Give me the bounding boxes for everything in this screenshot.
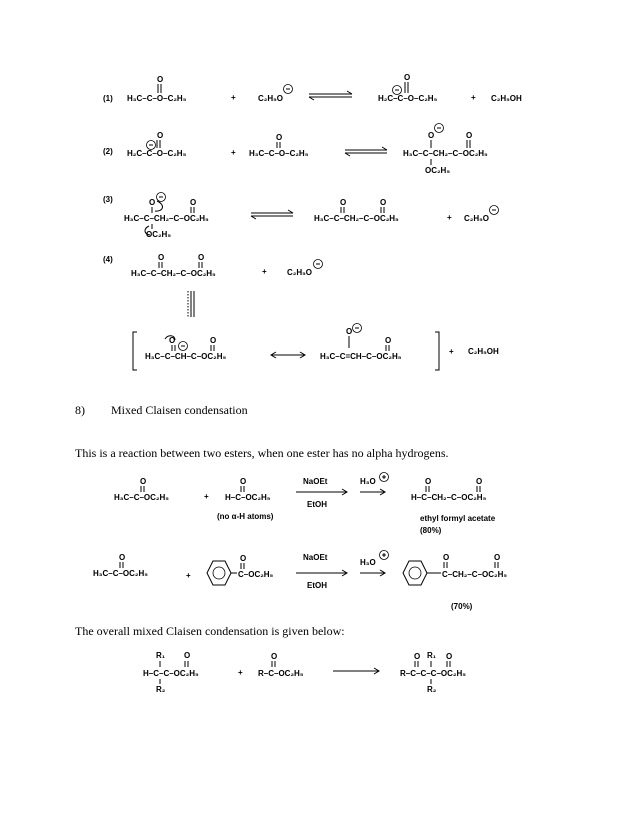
r2-product [403, 553, 507, 611]
svg-text:H–C–C–OC₂H₅: H–C–C–OC₂H₅ [143, 669, 199, 678]
svg-text:H₃C–C–CH₂–C–OC₂H₅: H₃C–C–CH₂–C–OC₂H₅ [124, 214, 209, 223]
svg-text:H₃C–C–OC₂H₅: H₃C–C–OC₂H₅ [93, 569, 148, 578]
svg-text:C₂H₅O: C₂H₅O [287, 268, 312, 277]
svg-text:H₃C–C–CH₂–C–OC₂H₅: H₃C–C–CH₂–C–OC₂H₅ [131, 269, 216, 278]
plus-sign: + [204, 492, 209, 501]
benzene-ring-icon [403, 561, 427, 585]
yield-label: (70%) [451, 602, 473, 611]
step3-reactant [124, 193, 209, 240]
left-bracket [133, 332, 137, 370]
equilibrium-arrow [345, 147, 387, 156]
step2-reactant-b [249, 133, 309, 158]
svg-text:O: O [184, 651, 191, 660]
equilibrium-arrow [309, 91, 352, 100]
svg-text:H–C–OC₂H₅: H–C–OC₂H₅ [225, 493, 271, 502]
resonance-structure-a [145, 336, 226, 361]
step2-product [403, 124, 488, 176]
step1-reactant-b [258, 85, 293, 104]
step3-product-b [464, 206, 499, 224]
svg-text:O: O [428, 131, 435, 140]
r1-product [411, 477, 496, 535]
svg-text:O: O [414, 652, 421, 661]
r2-reagent-arrow [296, 553, 347, 590]
product-name: ethyl formyl acetate [420, 514, 496, 523]
step1-product-a [378, 73, 438, 103]
equilibrium-arrow [251, 210, 293, 219]
svg-text:H₃C–C=CH–C–OC₂H₅: H₃C–C=CH–C–OC₂H₅ [320, 352, 402, 361]
plus-sign: + [471, 93, 476, 102]
svg-text:O: O [446, 652, 453, 661]
svg-text:O: O [190, 198, 197, 207]
svg-text:O: O [140, 477, 147, 486]
equilibrium-arrow-vertical [188, 291, 194, 317]
resonance-arrow [271, 352, 305, 358]
step3-product-a [314, 198, 399, 223]
svg-text:O: O [276, 133, 283, 142]
svg-text:O: O [476, 477, 483, 486]
reaction-arrow [333, 668, 379, 674]
r1-acid-arrow [360, 473, 389, 496]
svg-text:O: O [210, 336, 217, 345]
svg-text:H₃C–C–OC₂H₅: H₃C–C–OC₂H₅ [114, 493, 169, 502]
svg-text:EtOH: EtOH [307, 581, 327, 590]
step-label-1: (1) [103, 94, 113, 103]
svg-text:O: O [380, 198, 387, 207]
section-title: Mixed Claisen condensation [111, 403, 248, 417]
svg-text:OC₂H₅: OC₂H₅ [146, 230, 171, 239]
step1-reactant-a [127, 75, 187, 103]
step-label-3: (3) [103, 195, 113, 204]
section-number: 8) [75, 403, 85, 417]
svg-text:O: O [340, 198, 347, 207]
r1-reagent-arrow [296, 477, 347, 509]
svg-text:O: O [425, 477, 432, 486]
step1-product-b: C₂H₅OH [491, 94, 522, 103]
step-label-4: (4) [103, 255, 113, 264]
svg-text:H₂C–C–O–C₂H₅: H₂C–C–O–C₂H₅ [127, 149, 187, 158]
plus-sign: + [447, 213, 452, 222]
svg-text:NaOEt: NaOEt [303, 553, 328, 562]
svg-text:R–C–OC₂H₅: R–C–OC₂H₅ [258, 669, 304, 678]
svg-text:C₂H₅O: C₂H₅O [258, 94, 283, 103]
svg-text:R–C–C–C–OC₂H₅: R–C–C–C–OC₂H₅ [400, 669, 466, 678]
svg-text:O: O [271, 652, 278, 661]
svg-text:O: O [240, 477, 247, 486]
svg-text:H₃C–C–O–C₂H₅: H₃C–C–O–C₂H₅ [127, 94, 187, 103]
svg-text:R₁: R₁ [427, 651, 437, 660]
plus-sign: + [238, 668, 243, 677]
right-bracket [435, 332, 439, 370]
svg-text:H₃C–C–O–C₂H₅: H₃C–C–O–C₂H₅ [249, 149, 309, 158]
step4-product: C₂H₅OH [468, 347, 499, 356]
plus-sign: + [449, 347, 454, 356]
svg-text:O: O [466, 131, 473, 140]
yield-label: (80%) [420, 526, 442, 535]
step4-reactant-a [131, 253, 216, 278]
svg-text:O: O [240, 554, 247, 563]
step2-reactant-a [127, 131, 187, 158]
svg-text:H₃C–C–CH₂–C–OC₂H₅: H₃C–C–CH₂–C–OC₂H₅ [314, 214, 399, 223]
plus-sign: + [231, 93, 236, 102]
plus-sign: + [231, 148, 236, 157]
svg-text:NaOEt: NaOEt [303, 477, 328, 486]
svg-text:R₁: R₁ [156, 651, 166, 660]
svg-text:H₃O: H₃O [360, 558, 376, 567]
svg-text:O: O [149, 198, 156, 207]
svg-text:H–C–CH₂–C–OC₂H₅: H–C–CH₂–C–OC₂H₅ [411, 493, 487, 502]
svg-text:O: O [494, 553, 501, 562]
r2-ester [93, 553, 148, 578]
svg-text:O: O [119, 553, 126, 562]
svg-text:O: O [158, 253, 165, 262]
r2-benzoate [207, 554, 274, 585]
r1-formate [217, 477, 274, 521]
overall-paragraph: The overall mixed Claisen condensation is given below: [75, 624, 345, 638]
svg-text:H₃O: H₃O [360, 477, 376, 486]
step-label-2: (2) [103, 147, 113, 156]
curved-arrow-icon [155, 201, 163, 211]
svg-text:H₃C–C–CH₂–C–OC₂H₅: H₃C–C–CH₂–C–OC₂H₅ [403, 149, 488, 158]
svg-text:O: O [404, 73, 411, 82]
general-reactant-b [258, 652, 304, 678]
general-product [400, 651, 466, 694]
resonance-structure-b [320, 324, 402, 362]
svg-text:H₂C–C–O–C₂H₅: H₂C–C–O–C₂H₅ [378, 94, 438, 103]
svg-text:O: O [385, 336, 392, 345]
benzene-ring-icon [207, 561, 231, 585]
svg-text:R₂: R₂ [156, 685, 166, 694]
svg-text:C–OC₂H₅: C–OC₂H₅ [238, 570, 274, 579]
svg-text:O: O [169, 336, 176, 345]
svg-text:O: O [346, 327, 353, 336]
r2-acid-arrow [360, 551, 389, 577]
svg-text:O: O [157, 75, 164, 84]
svg-text:O: O [443, 553, 450, 562]
general-reactant-a [143, 651, 199, 694]
plus-sign: + [262, 267, 267, 276]
svg-text:O: O [198, 253, 205, 262]
no-alpha-h-note: (no α-H atoms) [217, 512, 274, 521]
svg-text:OC₂H₅: OC₂H₅ [425, 166, 450, 175]
plus-sign: + [186, 571, 191, 580]
svg-text:C₂H₅O: C₂H₅O [464, 214, 489, 223]
svg-text:H₃C–C–CH–C–OC₂H₅: H₃C–C–CH–C–OC₂H₅ [145, 352, 227, 361]
intro-paragraph: This is a reaction between two esters, when one ester has no alpha hydrogens. [75, 446, 449, 460]
svg-text:EtOH: EtOH [307, 500, 327, 509]
step4-reactant-b [287, 260, 323, 278]
svg-text:C–CH₂–C–OC₂H₅: C–CH₂–C–OC₂H₅ [442, 570, 508, 579]
r1-ester [114, 477, 169, 502]
svg-text:O: O [157, 131, 164, 140]
svg-text:R₂: R₂ [427, 685, 437, 694]
